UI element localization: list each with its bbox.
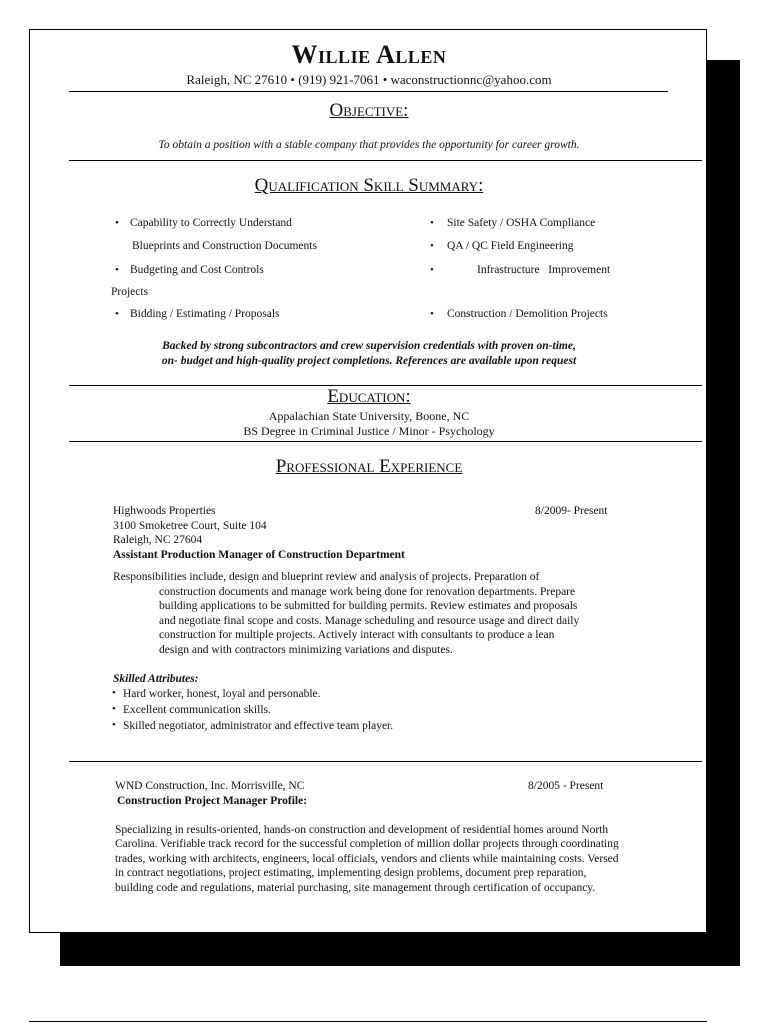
qual-left-1b: Blueprints and Construction Documents xyxy=(132,240,317,252)
objective-divider xyxy=(69,160,702,161)
bullet-icon: • xyxy=(430,240,434,252)
job1-address-2: Raleigh, NC 27604 xyxy=(113,534,203,546)
job1-resp-2: construction documents and manage work being done for renovation departments. Prepare xyxy=(159,586,576,598)
education-heading: Education: xyxy=(327,386,411,407)
job1-resp-5: construction for multiple projects. Actively interact with consultants to produce a lean xyxy=(159,629,555,641)
job1-resp-3: building applications to be submitted for building permits. Review estimates and proposals xyxy=(159,600,578,612)
job1-company: Highwoods Properties xyxy=(113,505,216,517)
qual-left-2a: Budgeting and Cost Controls xyxy=(130,264,264,276)
qual-right-1: Site Safety / OSHA Compliance xyxy=(447,217,596,229)
experience-heading: Professional Experience xyxy=(275,456,463,477)
bullet-icon: • xyxy=(112,719,116,731)
job-divider xyxy=(69,761,702,762)
job2-line-5: building code and regulations, material purchasing, site management through certification of occupancy. xyxy=(115,882,596,894)
job2-date: 8/2005 - Present xyxy=(528,780,604,792)
qual-left-3: Bidding / Estimating / Proposals xyxy=(130,308,280,320)
qual-left-2b: Projects xyxy=(111,286,149,298)
next-page-edge xyxy=(29,1021,707,1022)
job1-resp-1: Responsibilities include, design and blueprint review and analysis of projects. Preparation of xyxy=(113,571,540,583)
qualifications-heading: Qualification Skill Summary: xyxy=(254,175,484,196)
bullet-icon: • xyxy=(112,703,116,715)
skill-item-2: Excellent communication skills. xyxy=(123,704,271,716)
header-divider xyxy=(69,91,668,92)
job1-address-1: 3100 Smoketree Court, Suite 104 xyxy=(113,520,267,532)
bullet-icon: • xyxy=(115,264,119,276)
skill-item-3: Skilled negotiator, administrator and effective team player. xyxy=(123,720,394,732)
job2-company: WND Construction, Inc. Morrisville, NC xyxy=(115,780,305,792)
backed-statement-1: Backed by strong subcontractors and crew supervision credentials with proven on-time, xyxy=(162,340,576,352)
education-divider xyxy=(69,441,702,442)
bullet-icon: • xyxy=(430,264,434,276)
job2-line-1: Specializing in results-oriented, hands-on construction and development of residential homes around North xyxy=(115,824,609,836)
resume-name: Willie Allen xyxy=(291,40,447,69)
skilled-attributes-heading: Skilled Attributes: xyxy=(113,673,199,685)
qual-right-3: Infrastructure Improvement xyxy=(477,264,611,276)
job2-line-3: trades, working with architects, engineers, local officials, vendors and clients while maintaining costs. Versed xyxy=(115,853,619,865)
job2-line-4: in contract negotiations, project estimating, implementing design problems, document prep reparation, xyxy=(115,867,587,879)
education-degree: BS Degree in Criminal Justice / Minor - Psychology xyxy=(243,424,495,438)
job2-line-2: Carolina. Verifiable track record for the successful completion of million dollar projects through coordinating xyxy=(115,838,619,850)
job1-resp-6: design and with contractors minimizing variations and disputes. xyxy=(159,644,453,656)
job1-title: Assistant Production Manager of Construction Department xyxy=(113,549,405,561)
contact-line: Raleigh, NC 27610 • (919) 921-7061 • waconstructionnc@yahoo.com xyxy=(186,72,552,87)
resume-page xyxy=(29,29,707,933)
job1-resp-4: and negotiate final scope and costs. Manage scheduling and resource usage and direct daily xyxy=(159,615,580,627)
qual-right-2: QA / QC Field Engineering xyxy=(447,240,574,252)
job1-date: 8/2009- Present xyxy=(535,505,608,517)
education-school: Appalachian State University, Boone, NC xyxy=(268,409,470,423)
objective-text: To obtain a position with a stable company that provides the opportunity for career growth. xyxy=(158,139,580,151)
skill-item-1: Hard worker, honest, loyal and personable. xyxy=(123,688,321,700)
qual-left-1a: Capability to Correctly Understand xyxy=(130,217,292,229)
bullet-icon: • xyxy=(430,217,434,229)
backed-statement-2: on- budget and high-quality project completions. References are available upon request xyxy=(161,355,577,367)
qual-right-4: Construction / Demolition Projects xyxy=(447,308,608,320)
job2-title: Construction Project Manager Profile: xyxy=(117,795,308,807)
bullet-icon: • xyxy=(115,217,119,229)
bullet-icon: • xyxy=(430,308,434,320)
objective-heading: Objective: xyxy=(329,100,409,121)
bullet-icon: • xyxy=(115,308,119,320)
bullet-icon: • xyxy=(112,687,116,699)
